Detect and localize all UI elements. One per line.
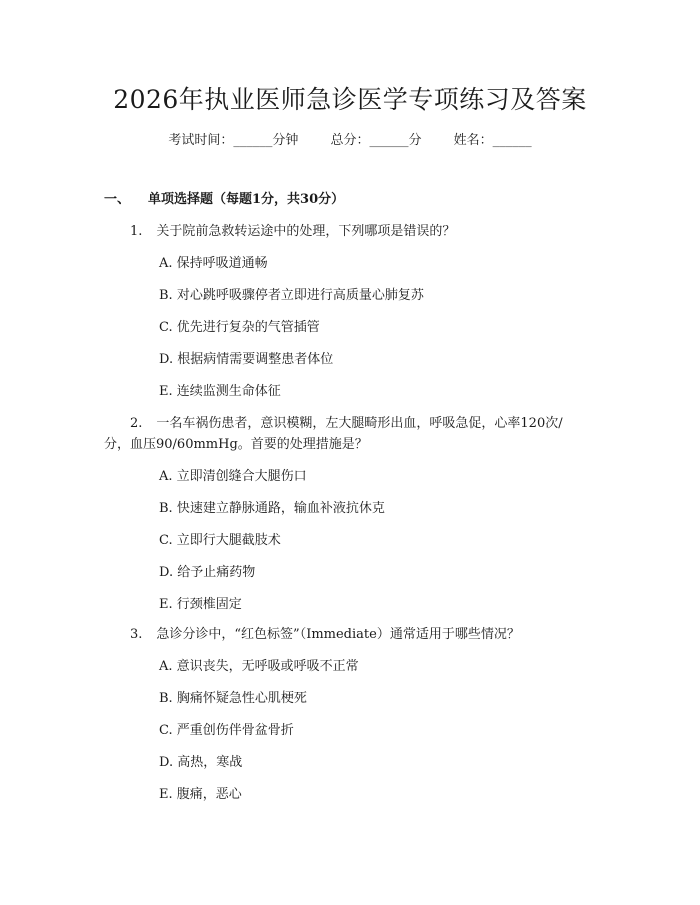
question-stem <box>130 626 520 644</box>
option-item: E. 连续监测生命体征 <box>159 384 281 399</box>
question-number: 3. <box>130 627 143 642</box>
option-item: D. 给予止痛药物 <box>159 565 256 580</box>
question-text: 关于院前急救转运途中的处理，下列哪项是错误的？ <box>156 224 456 239</box>
student-name-field: 姓名：______ <box>453 133 532 148</box>
option-item: B. 对心跳呼吸骤停者立即进行高质量心肺复苏 <box>159 288 424 303</box>
question-number: 1. <box>130 224 143 239</box>
option-item: A. 意识丧失，无呼吸或呼吸不正常 <box>159 659 359 674</box>
exam-meta <box>0 132 700 150</box>
option-item: C. 严重创伤伴骨盆骨折 <box>159 723 294 738</box>
section-number: 一、 <box>104 192 131 207</box>
option-item: C. 优先进行复杂的气管插管 <box>159 320 320 335</box>
option-item: D. 根据病情需要调整患者体位 <box>159 352 334 367</box>
option-item: A. 立即清创缝合大腿伤口 <box>159 469 307 484</box>
section-heading <box>104 191 344 209</box>
option-item: E. 行颈椎固定 <box>159 597 242 612</box>
question-number: 2. <box>130 416 143 431</box>
question-text: 急诊分诊中，“红色标签”（Immediate）通常适用于哪些情况？ <box>156 627 520 642</box>
option-item: D. 高热，寒战 <box>159 755 243 770</box>
option-item: B. 快速建立静脉通路，输血补液抗休克 <box>159 501 385 516</box>
option-item: A. 保持呼吸道通畅 <box>159 256 268 271</box>
question-stem <box>130 223 455 241</box>
question-stem <box>130 415 563 433</box>
option-item: B. 胸痛怀疑急性心肌梗死 <box>159 691 307 706</box>
section-title: 单项选择题（每题1分，共30分） <box>148 192 345 207</box>
question-text-continued: 分，血压90/60mmHg。首要的处理措施是？ <box>104 437 368 452</box>
option-item: E. 腹痛，恶心 <box>159 787 242 802</box>
question-text: 一名车祸伤患者，意识模糊，左大腿畸形出血，呼吸急促，心率120次/ <box>156 416 563 431</box>
total-score-field: 总分：______分 <box>330 133 422 148</box>
option-item: C. 立即行大腿截肢术 <box>159 533 281 548</box>
document-title: 2026年执业医师急诊医学专项练习及答案 <box>113 85 587 114</box>
exam-time-field: 考试时间：______分钟 <box>168 133 299 148</box>
